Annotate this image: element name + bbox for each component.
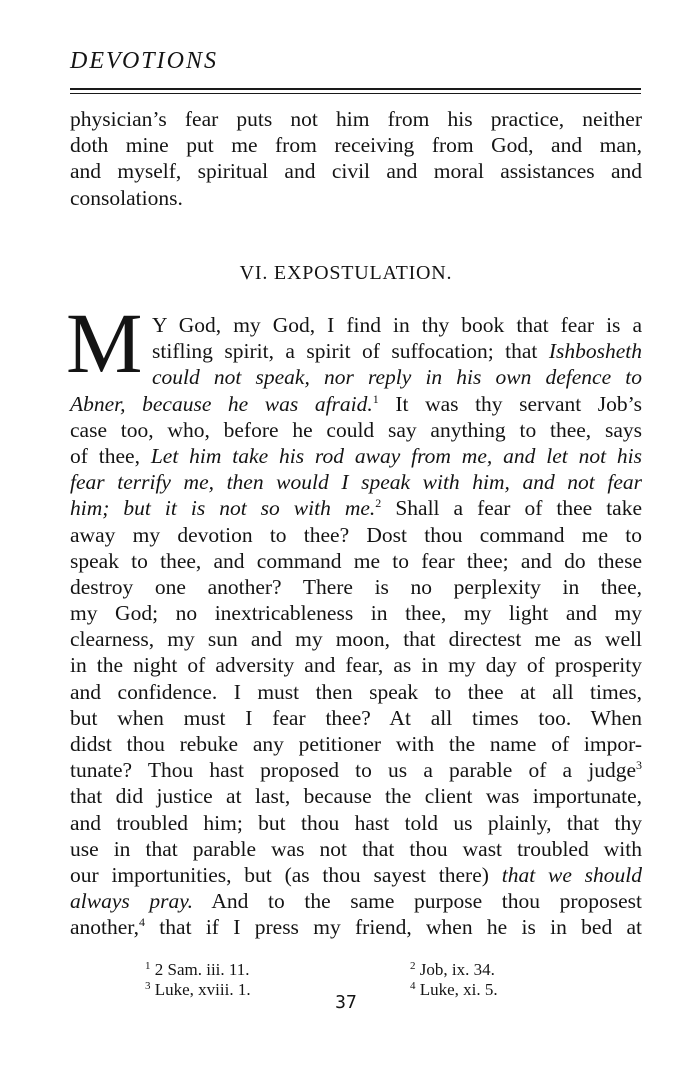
text-line: clearness, my sun and my moon, that directest me as well: [70, 627, 642, 652]
footnote-number: 2: [410, 960, 416, 972]
text-line: in the night of adversity and fear, as in my day of prosperity: [70, 653, 642, 678]
page-number: 37: [335, 992, 357, 1013]
italic-text: Ishbosheth: [548, 339, 643, 364]
text-line: speak to thee, and command me to fear thee; and do these: [70, 548, 642, 573]
footnote-2: $^2$ Job, ix. 34.: [410, 960, 495, 979]
text-line: and myself, spiritual and civil and moral assistances and: [70, 159, 642, 184]
text-line: doth mine put me from receiving from God, and man,: [70, 133, 642, 158]
text-line: and troubled him; but thou hast told us plainly, that thy: [70, 810, 642, 835]
continuation-paragraph: [70, 106, 642, 211]
footnote-ref: 1: [372, 391, 379, 406]
header-rule-thin: [70, 93, 641, 94]
text-line: always pray. And to the same purpose thou proposest: [70, 889, 642, 914]
running-head: DEVOTIONS: [70, 48, 218, 74]
italic-text: that we should: [501, 862, 643, 887]
expostulation-paragraph: [70, 312, 642, 941]
footnote-4: $^4$ Luke, xi. 5.: [410, 980, 498, 999]
text-line: away my devotion to thee? Dost thou command me to: [70, 522, 642, 547]
italic-text: Let him take his rod away from me, and let not his: [150, 443, 643, 468]
text-line: of thee, Let him take his rod away from me, and let not his: [70, 443, 643, 468]
footnote-3: $^3$ Luke, xviii. 1.: [145, 980, 251, 999]
drop-cap: M: [66, 295, 143, 391]
text-line: that did justice at last, because the client was importunate,: [70, 784, 642, 809]
italic-text: Abner, because he was afraid.: [70, 391, 373, 416]
text-line: use in that parable was not that thou wast troubled with: [70, 836, 642, 861]
text-line: stifling spirit, a spirit of suffocation; that Ishbosheth: [152, 339, 643, 364]
footnote-ref: 3: [636, 758, 642, 773]
text-line: him; but it is not so with me.$^2$ Shall a fear of thee take: [70, 496, 643, 521]
text-line: my God; no inextricableness in thee, my light and my: [70, 601, 642, 626]
text-line: Y God, my God, I find in thy book that fear is a: [152, 313, 642, 337]
text-line: but when must I fear thee? At all times too. When: [70, 705, 642, 730]
text-line: didst thou rebuke any petitioner with the name of impor-: [70, 732, 642, 756]
text-line: case too, who, before he could say anything to thee, says: [70, 417, 642, 442]
footnote-1: $^1$ 2 Sam. iii. 11.: [145, 960, 250, 979]
footnote-ref: 2: [375, 496, 382, 511]
italic-text: could not speak, nor reply in his own defence to: [152, 365, 642, 390]
text-line: destroy one another? There is no perplexity in thee,: [70, 574, 642, 599]
italic-text: him; but it is not so with me.: [70, 496, 376, 521]
text-line: another,$^4$ that if I press my friend, when he is in bed at: [70, 915, 643, 940]
text-line: consolations.: [70, 185, 183, 210]
footnote-ref: 4: [138, 915, 145, 930]
text-line: [70, 364, 642, 390]
text-line: tunate? Thou hast proposed to us a parable of a judge$^3$: [70, 758, 642, 783]
italic-text: always pray.: [70, 889, 193, 914]
text-line: [70, 469, 642, 495]
footnote-number: 3: [145, 980, 151, 992]
text-line: physician’s fear puts not him from his practice, neither: [70, 107, 642, 131]
section-heading: VI. EXPOSTULATION.: [239, 262, 453, 284]
footnote-number: 4: [410, 980, 416, 992]
header-rule-thick: [70, 88, 641, 90]
text-line: and confidence. I must then speak to thee at all times,: [70, 679, 642, 704]
text-line: our importunities, but (as thou sayest there) that we should: [70, 862, 643, 887]
footnote-number: 1: [145, 960, 151, 972]
italic-text: fear terrify me, then would I speak with him, and not fear: [70, 470, 642, 495]
text-line: Abner, because he was afraid.$^1$ It was thy servant Job’s: [70, 391, 643, 416]
